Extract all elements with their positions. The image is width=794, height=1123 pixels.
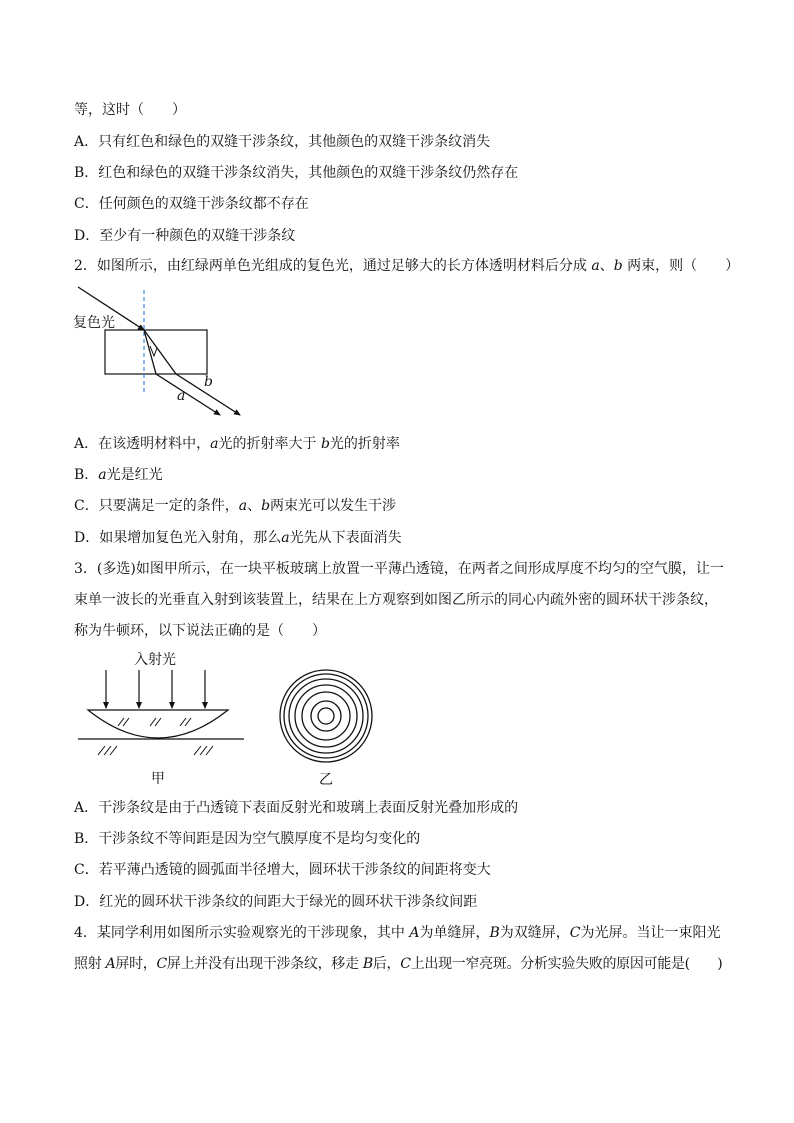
q2-stem: 2．如图所示，由红绿两单色光组成的复色光，通过足够大的长方体透明材料后分成 a、b 两束，则（ ）	[74, 258, 740, 274]
q3-stem-line-1: 3．(多选)如图甲所示，在一块平板玻璃上放置一平薄凸透镜，在两者之间形成厚度不均匀的空气膜，让一	[74, 561, 724, 577]
label-ray-a: a	[177, 388, 186, 404]
q1-option-b: B．红色和绿色的双缝干涉条纹消失，其他颜色的双缝干涉条纹仍然存在	[74, 165, 519, 181]
label-yi: 乙	[319, 772, 333, 788]
q3-option-a: A．干涉条纹是由于凸透镜下表面反射光和玻璃上表面反射光叠加形成的	[74, 800, 519, 816]
label-jia: 甲	[151, 771, 165, 787]
lens-hatch	[118, 718, 191, 726]
q3-stem-line-3: 称为牛顿环，以下说法正确的是（ ）	[74, 623, 326, 639]
label-incident-light: 复色光	[73, 315, 115, 331]
convex-lens	[88, 710, 228, 738]
q1-stem-tail: 等，这时（ ）	[74, 102, 186, 118]
q3-option-d: D．红光的圆环状干涉条纹的间距大于绿光的圆环状干涉条纹间距	[74, 894, 478, 910]
q1-option-c: C．任何颜色的双缝干涉条纹都不存在	[74, 196, 309, 212]
label-ray-b: b	[204, 374, 213, 390]
label-incident-light-jia: 入射光	[134, 652, 176, 668]
q2-option-b: B．a光是红光	[74, 467, 163, 483]
refracted-ray-b	[144, 330, 176, 374]
newton-rings	[280, 670, 372, 762]
refracted-ray-a	[144, 330, 156, 374]
q4-stem-line-2: 照射 A屏时，C屏上并没有出现干涉条纹，移走 B后，C上出现一窄亮斑。分析实验失败的原因可能是( )	[74, 956, 723, 972]
q1-option-a: A．只有红色和绿色的双缝干涉条纹，其他颜色的双缝干涉条纹消失	[74, 134, 491, 150]
plate-hatch	[98, 746, 213, 755]
q4-stem-line-1: 4．某同学利用如图所示实验观察光的干涉现象，其中 A为单缝屏，B为双缝屏，C为光屏。当让一束阳光	[74, 925, 721, 941]
q1-option-d: D．至少有一种颜色的双缝干涉条纹	[74, 228, 296, 244]
q2-refraction-figure	[66, 282, 256, 424]
q2-option-c: C．只要满足一定的条件，a、b两束光可以发生干涉	[74, 498, 397, 514]
q3-option-c: C．若平薄凸透镜的圆弧面半径增大，圆环状干涉条纹的间距将变大	[74, 862, 491, 878]
q2-option-a: A．在该透明材料中，a光的折射率大于 b光的折射率	[74, 436, 400, 452]
q3-figure-yi	[276, 668, 386, 790]
q3-option-b: B．干涉条纹不等间距是因为空气膜厚度不是均匀变化的	[74, 831, 421, 847]
q3-stem-line-2: 束单一波长的光垂直入射到该装置上，结果在上方观察到如图乙所示的同心内疏外密的圆环状干涉条纹，	[74, 592, 718, 608]
q2-option-d: D．如果增加复色光入射角，那么a光先从下表面消失	[74, 530, 402, 546]
q3-figure-jia	[74, 648, 250, 788]
